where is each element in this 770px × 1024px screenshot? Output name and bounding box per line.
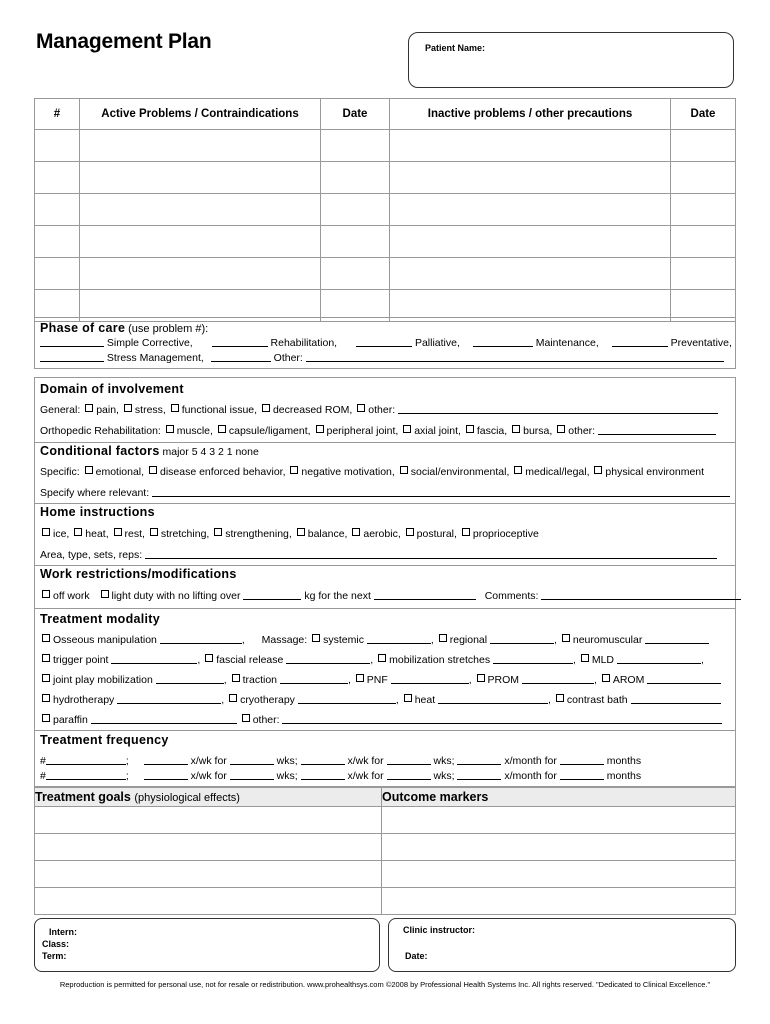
checkbox[interactable]	[557, 425, 565, 433]
blank[interactable]	[457, 755, 501, 765]
phase-title: Phase of care	[40, 321, 126, 335]
table-row[interactable]	[35, 130, 736, 162]
general-decreased-rom: decreased ROM,	[272, 404, 353, 416]
checkbox[interactable]	[218, 425, 226, 433]
modality-heat: heat	[414, 694, 436, 706]
freq-xmonth: x/month for	[504, 770, 557, 782]
ortho-label: Orthopedic Rehabilitation:	[40, 425, 161, 437]
phase-note: (use problem #):	[128, 323, 209, 335]
term-label: Term:	[42, 951, 67, 961]
outcome-header: Outcome markers	[382, 788, 736, 807]
freq-wks: wks;	[276, 755, 298, 767]
col-inactive-problems: Inactive problems / other precautions	[390, 99, 671, 130]
checkbox[interactable]	[404, 694, 412, 702]
phase-maintenance: Maintenance,	[535, 337, 599, 349]
patient-name-label: Patient Name:	[425, 43, 486, 53]
specify-relevant-blank[interactable]	[152, 487, 730, 497]
ortho-fascia: fascia,	[476, 425, 508, 437]
modality-osseous: Osseous manipulation	[53, 634, 157, 646]
blank[interactable]	[612, 337, 668, 347]
checkbox[interactable]	[512, 425, 520, 433]
table-row[interactable]	[35, 226, 736, 258]
checkbox[interactable]	[312, 634, 320, 642]
ortho-peripheral: peripheral joint,	[326, 425, 399, 437]
general-other: other:	[368, 404, 396, 416]
specific-emotional: emotional,	[95, 466, 145, 478]
blank[interactable]	[91, 714, 237, 724]
modality-mld: MLD	[591, 654, 615, 666]
blank[interactable]	[617, 654, 701, 664]
modality-systemic: systemic	[323, 634, 364, 646]
phase-other: Other:	[273, 352, 303, 364]
blank[interactable]	[560, 755, 604, 765]
work-comments-blank[interactable]	[541, 590, 741, 600]
modality-cryotherapy: cryotherapy	[240, 694, 295, 706]
blank[interactable]	[374, 590, 476, 600]
modality-regional: regional	[449, 634, 488, 646]
checkbox[interactable]	[594, 466, 602, 474]
general-stress: stress,	[134, 404, 166, 416]
modality-arom: AROM	[612, 674, 645, 686]
checkbox[interactable]	[166, 425, 174, 433]
blank[interactable]	[631, 694, 721, 704]
home-title: Home instructions	[40, 505, 155, 519]
col-date-2: Date	[671, 99, 736, 130]
freq-months: months	[606, 770, 642, 782]
phase-preventative: Preventative,	[670, 337, 732, 349]
checkbox[interactable]	[439, 634, 447, 642]
checkbox[interactable]	[403, 425, 411, 433]
checkbox[interactable]	[150, 528, 158, 536]
intern-label: Intern:	[49, 927, 77, 937]
blank[interactable]	[160, 634, 242, 644]
ortho-other-blank[interactable]	[598, 425, 716, 435]
table-row[interactable]	[35, 888, 736, 915]
home-stretching: stretching,	[160, 528, 210, 540]
conditional-title: Conditional factors	[40, 444, 160, 458]
blank[interactable]	[298, 694, 396, 704]
phase-rehabilitation: Rehabilitation,	[270, 337, 338, 349]
general-functional-issue: functional issue,	[181, 404, 258, 416]
specific-label: Specific:	[40, 466, 80, 478]
work-light-duty: light duty with no lifting over	[111, 590, 241, 602]
checkbox[interactable]	[357, 404, 365, 412]
page-title: Management Plan	[36, 30, 212, 53]
specific-disease: disease enforced behavior,	[159, 466, 286, 478]
specific-motivation: negative motivation,	[301, 466, 395, 478]
checkbox[interactable]	[42, 714, 50, 722]
checkbox[interactable]	[85, 466, 93, 474]
home-ice: ice,	[53, 528, 70, 540]
checkbox[interactable]	[462, 528, 470, 536]
freq-xwk: x/wk for	[347, 755, 384, 767]
checkbox[interactable]	[42, 694, 50, 702]
home-strengthening: strengthening,	[225, 528, 292, 540]
intern-box[interactable]	[34, 918, 380, 972]
checkbox[interactable]	[316, 425, 324, 433]
col-date: Date	[321, 99, 390, 130]
goals-header	[35, 788, 382, 807]
goals-title: Treatment goals	[35, 790, 131, 804]
freq-wks: wks;	[433, 755, 455, 767]
table-row[interactable]	[35, 258, 736, 290]
blank[interactable]	[645, 634, 709, 644]
general-label: General:	[40, 404, 81, 416]
checkbox[interactable]	[514, 466, 522, 474]
blank[interactable]	[490, 634, 554, 644]
checkbox[interactable]	[556, 694, 564, 702]
work-title: Work restrictions/modifications	[40, 567, 237, 581]
checkbox[interactable]	[232, 674, 240, 682]
modality-contrast-bath: contrast bath	[566, 694, 628, 706]
modality-massage: Massage:	[261, 634, 308, 646]
table-row[interactable]	[35, 861, 736, 888]
general-pain: pain,	[96, 404, 119, 416]
ortho-muscle: muscle,	[176, 425, 213, 437]
blank[interactable]	[280, 674, 348, 684]
work-comments-label: Comments:	[484, 590, 539, 602]
work-kg: kg for the next	[304, 590, 371, 602]
modality-neuromuscular: neuromuscular	[572, 634, 643, 646]
checkbox[interactable]	[42, 528, 50, 536]
freq-wks: wks;	[276, 770, 298, 782]
blank[interactable]	[144, 770, 188, 780]
patient-name-field[interactable]	[408, 32, 734, 88]
goals-table	[34, 787, 736, 915]
blank[interactable]	[367, 634, 431, 644]
phase-palliative: Palliative,	[414, 337, 460, 349]
blank[interactable]	[301, 770, 345, 780]
blank[interactable]	[493, 654, 573, 664]
checkbox[interactable]	[205, 654, 213, 662]
blank[interactable]	[387, 770, 431, 780]
blank[interactable]	[212, 337, 268, 347]
modality-hydrotherapy: hydrotherapy	[53, 694, 115, 706]
frequency-title: Treatment frequency	[40, 733, 169, 747]
goals-note: (physiological effects)	[134, 792, 240, 804]
freq-months: months	[606, 755, 642, 767]
checkbox[interactable]	[352, 528, 360, 536]
phase-other-blank[interactable]	[306, 352, 724, 362]
blank[interactable]	[286, 654, 370, 664]
checkbox[interactable]	[562, 634, 570, 642]
blank[interactable]	[40, 337, 104, 347]
blank[interactable]	[457, 770, 501, 780]
checkbox[interactable]	[42, 674, 50, 682]
freq-hash: #	[40, 770, 46, 782]
col-number: #	[35, 99, 80, 130]
freq-hash: #	[40, 755, 46, 767]
modality-pnf: PNF	[366, 674, 388, 686]
problems-table	[34, 98, 736, 322]
phase-simple-corrective: Simple Corrective,	[106, 337, 193, 349]
checkbox[interactable]	[297, 528, 305, 536]
modality-title: Treatment modality	[40, 612, 161, 626]
freq-xwk: x/wk for	[190, 755, 227, 767]
modality-prom: PROM	[487, 674, 520, 686]
instructor-box[interactable]	[388, 918, 736, 972]
modality-joint-play: joint play mobilization	[53, 674, 153, 686]
blank[interactable]	[560, 770, 604, 780]
checkbox[interactable]	[242, 714, 250, 722]
home-area-blank[interactable]	[145, 549, 717, 559]
footer-note: Reproduction is permitted for personal use, not for resale or redistribution. www.prohealthsys.com ©2008 by Professional Health Systems Inc. All rights reserved. "Dedicated to Clinical Excellence."	[59, 980, 711, 989]
blank[interactable]	[387, 755, 431, 765]
specific-physical: physical environment	[605, 466, 705, 478]
ortho-axial: axial joint,	[414, 425, 461, 437]
freq-xmonth: x/month for	[504, 755, 557, 767]
blank[interactable]	[111, 654, 197, 664]
checkbox[interactable]	[581, 654, 589, 662]
checkbox[interactable]	[290, 466, 298, 474]
home-proprioceptive: proprioceptive	[472, 528, 539, 540]
ortho-capsule: capsule/ligament,	[228, 425, 311, 437]
freq-wks: wks;	[433, 770, 455, 782]
blank[interactable]	[230, 755, 274, 765]
blank[interactable]	[40, 352, 104, 362]
conditional-scale: major 5 4 3 2 1 none	[162, 446, 259, 458]
general-other-blank[interactable]	[398, 404, 718, 414]
checkbox[interactable]	[101, 590, 109, 598]
instructor-label: Clinic instructor:	[403, 925, 476, 935]
home-balance: balance,	[307, 528, 348, 540]
table-row[interactable]	[35, 162, 736, 194]
checkbox[interactable]	[171, 404, 179, 412]
blank[interactable]	[243, 590, 301, 600]
checkbox[interactable]	[262, 404, 270, 412]
phase-stress-management: Stress Management,	[106, 352, 204, 364]
checkbox[interactable]	[378, 654, 386, 662]
ortho-bursa: bursa,	[523, 425, 553, 437]
modality-trigger-point: trigger point	[53, 654, 109, 666]
modality-other-blank[interactable]	[282, 714, 722, 724]
blank[interactable]	[473, 337, 533, 347]
checkbox[interactable]	[85, 404, 93, 412]
home-postural: postural,	[416, 528, 457, 540]
blank[interactable]	[144, 755, 188, 765]
checkbox[interactable]	[602, 674, 610, 682]
phase-of-care-section	[34, 317, 736, 369]
blank[interactable]	[522, 674, 594, 684]
checkbox[interactable]	[466, 425, 474, 433]
blank[interactable]	[438, 694, 548, 704]
blank[interactable]	[230, 770, 274, 780]
checkbox[interactable]	[149, 466, 157, 474]
checkbox[interactable]	[42, 654, 50, 662]
checkbox[interactable]	[74, 528, 82, 536]
freq-xwk: x/wk for	[347, 770, 384, 782]
modality-other: other:	[252, 714, 280, 726]
home-aerobic: aerobic,	[363, 528, 401, 540]
blank[interactable]	[211, 352, 271, 362]
home-area-label: Area, type, sets, reps:	[40, 549, 143, 561]
checkbox[interactable]	[477, 674, 485, 682]
blank[interactable]	[46, 770, 126, 780]
checkbox[interactable]	[400, 466, 408, 474]
checkbox[interactable]	[42, 590, 50, 598]
ortho-other: other:	[568, 425, 596, 437]
table-row[interactable]	[35, 807, 736, 834]
table-row[interactable]	[35, 194, 736, 226]
home-heat: heat,	[85, 528, 109, 540]
table-row[interactable]	[35, 834, 736, 861]
blank[interactable]	[156, 674, 224, 684]
date-label: Date:	[405, 951, 428, 961]
checkbox[interactable]	[114, 528, 122, 536]
checkbox[interactable]	[42, 634, 50, 642]
specify-relevant-label: Specify where relevant:	[40, 487, 150, 499]
blank[interactable]	[356, 337, 412, 347]
modality-mobilization: mobilization stretches	[389, 654, 491, 666]
domain-title: Domain of involvement	[40, 382, 184, 396]
specific-social: social/environmental,	[410, 466, 510, 478]
modality-traction: traction	[242, 674, 278, 686]
class-label: Class:	[42, 939, 70, 949]
blank[interactable]	[117, 694, 221, 704]
blank[interactable]	[391, 674, 469, 684]
care-details-section: Domain of involvement General: pain, stress, functional issue, decreased ROM, other: Orthopedic Rehabilitation: muscle, capsule/ligament, peripheral joint, axial joint, fascia, bursa, other: Conditional factors major 5 4 3 2 1 none Specific: emotional, disease enforced behavior, negative motivation, social/environmental, medical/legal, physical environment Specify where relevant: Home instructions ice, heat, rest, stretching, strengthening, balance, aerobic, postural, proprioceptive Area, type, sets, reps: Work restrictions/modifications off work light duty with no lifting over kg for the next Comments: Treatment modality Osseous manipulation , Massage: systemic , regional , neuromuscular trigger point , fascial release , mobilization stretches , MLD , joint play mobilization , traction , PNF , PROM , AROM hydrotherapy , cryotherapy , heat , contrast bath paraffin other: Treatment frequency # ; x/wk for wks; x/wk for wks; x/month for months # ; x/wk for wks; x/wk for wks; x/month for months	[34, 377, 736, 787]
blank[interactable]	[46, 755, 126, 765]
checkbox[interactable]	[124, 404, 132, 412]
freq-xwk: x/wk for	[190, 770, 227, 782]
checkbox[interactable]	[229, 694, 237, 702]
modality-fascial-release: fascial release	[216, 654, 284, 666]
blank[interactable]	[647, 674, 721, 684]
checkbox[interactable]	[356, 674, 364, 682]
col-active-problems: Active Problems / Contraindications	[80, 99, 321, 130]
work-off: off work	[53, 590, 90, 602]
blank[interactable]	[301, 755, 345, 765]
specific-medical: medical/legal,	[525, 466, 590, 478]
modality-paraffin: paraffin	[53, 714, 88, 726]
home-rest: rest,	[124, 528, 145, 540]
checkbox[interactable]	[406, 528, 414, 536]
checkbox[interactable]	[214, 528, 222, 536]
